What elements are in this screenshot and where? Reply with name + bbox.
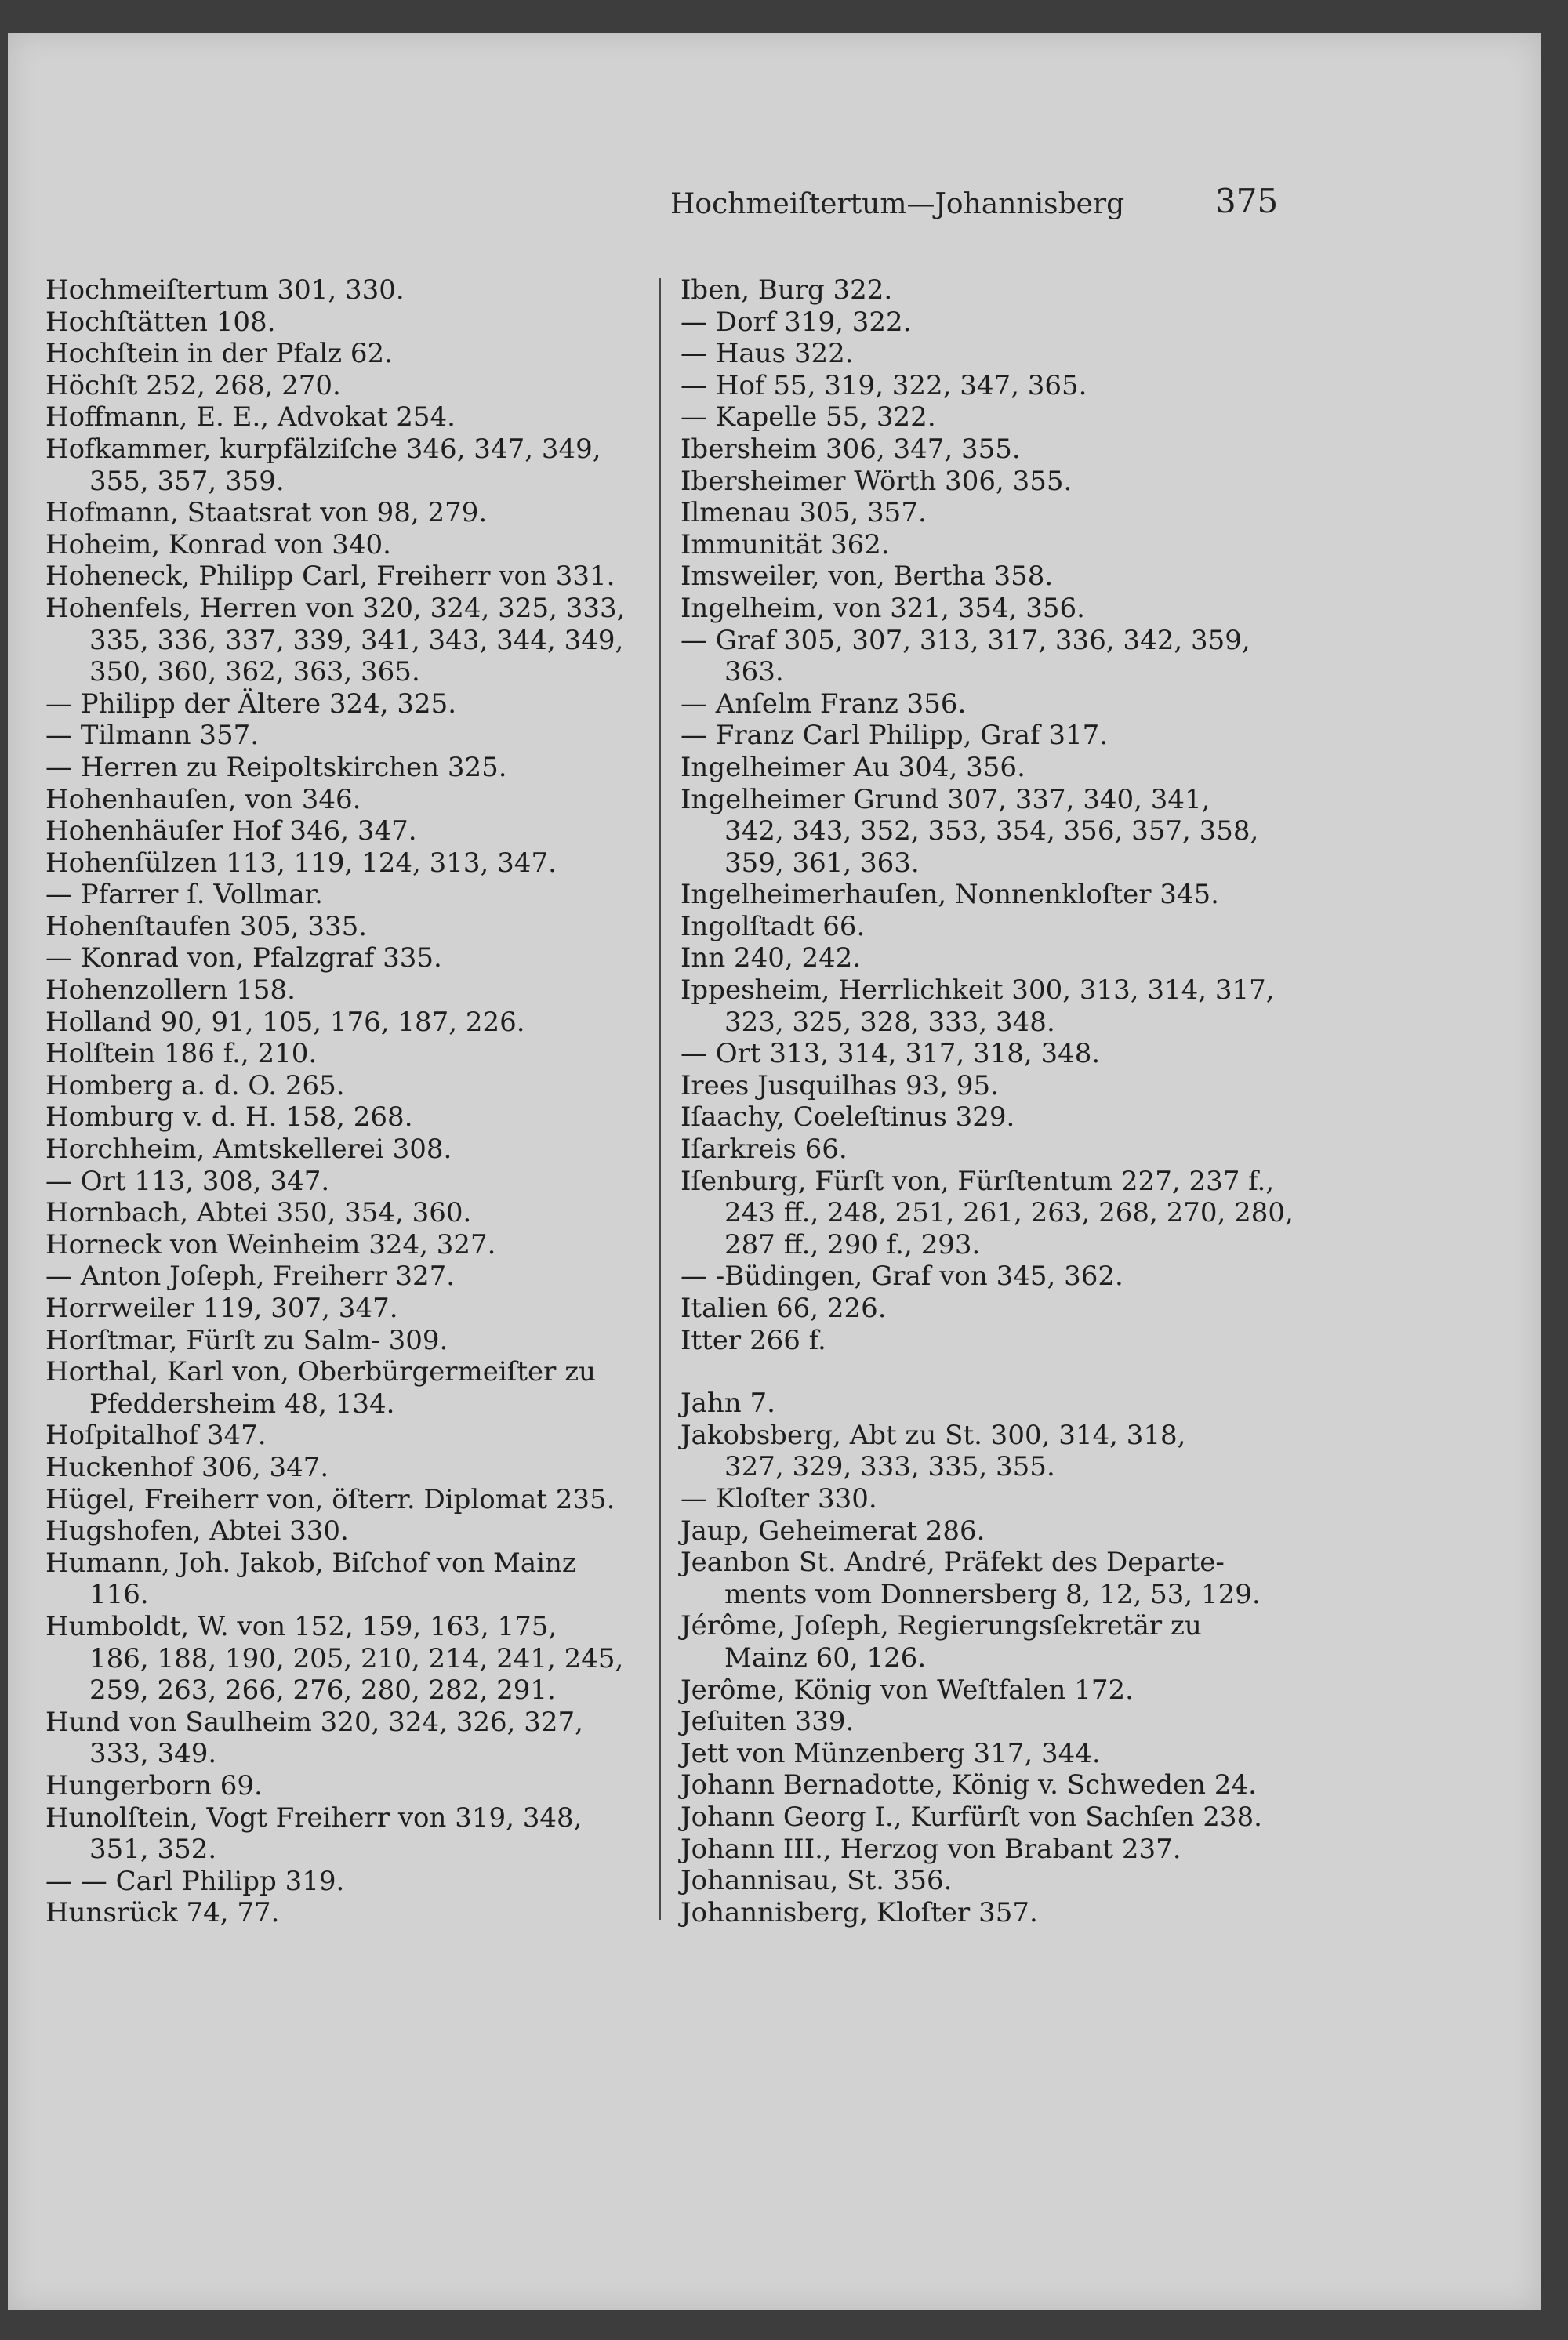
index-entry: Iſenburg, Fürſt von, Fürſtentum 227, 237 f., [681,1165,1275,1197]
index-entry: Jakobsberg, Abt zu St. 300, 314, 318, [681,1419,1186,1451]
index-entry: 342, 343, 352, 353, 354, 356, 357, 358, [724,815,1259,847]
index-entry: 116. [89,1579,149,1611]
index-entry: Humboldt, W. von 152, 159, 163, 175, [45,1610,557,1642]
index-entry: — Hof 55, 319, 322, 347, 365. [681,369,1087,401]
index-entry: 363. [724,656,784,688]
index-entry: — Ort 313, 314, 317, 318, 348. [681,1038,1101,1070]
index-entry: 335, 336, 337, 339, 341, 343, 344, 349, [89,624,624,656]
index-entry: Ingelheimer Grund 307, 337, 340, 341, [681,783,1210,815]
index-entry: Johann III., Herzog von Brabant 237. [681,1833,1181,1865]
index-entry: Hohenfels, Herren von 320, 324, 325, 333, [45,592,626,624]
index-entry: 243 ff., 248, 251, 261, 263, 268, 270, 280, [724,1197,1294,1229]
index-entry: — Franz Carl Philipp, Graf 317. [681,720,1109,752]
index-entry: Hohenhäuſer Hof 346, 347. [45,815,417,847]
index-entry: — — Carl Philipp 319. [45,1865,345,1897]
index-entry: Pfeddersheim 48, 134. [89,1388,395,1420]
index-column-left [45,274,649,1929]
index-entry: Iſaachy, Coeleſtinus 329. [681,1101,1015,1134]
index-entry: Jaup, Geheimerat 286. [681,1515,985,1547]
index-entry: Hoheneck, Philipp Carl, Freiherr von 331. [45,561,615,593]
index-entry: Jérôme, Joſeph, Regierungsſekretär zu [681,1610,1202,1642]
index-entry: 323, 325, 328, 333, 348. [724,1006,1055,1038]
index-entry: Hornbach, Abtei 350, 354, 360. [45,1197,472,1229]
index-entry: Jett von Münzenberg 317, 344. [681,1737,1101,1769]
index-entry: Johannisau, St. 356. [681,1865,953,1897]
index-entry: Iſarkreis 66. [681,1134,848,1166]
index-entry: 350, 360, 362, 363, 365. [89,656,420,688]
index-entry: Imsweiler, von, Bertha 358. [681,561,1054,593]
index-entry: Hochſtein in der Pfalz 62. [45,338,393,370]
index-entry: 351, 352. [89,1834,217,1866]
index-entry: — Kapelle 55, 322. [681,401,936,434]
index-entry: Hohenhauſen, von 346. [45,783,361,815]
index-entry: Homburg v. d. H. 158, 268. [45,1101,413,1134]
index-entry: Immunität 362. [681,528,890,561]
index-entry: Horchheim, Amtskellerei 308. [45,1134,452,1166]
index-entry: Hohenſtaufen 305, 335. [45,910,368,942]
index-entry: — Konrad von, Pfalzgraf 335. [45,942,442,974]
index-entry: Holland 90, 91, 105, 176, 187, 226. [45,1006,525,1038]
index-entry: — Graf 305, 307, 313, 317, 336, 342, 359, [681,624,1250,656]
index-entry: Ilmenau 305, 357. [681,497,927,529]
index-entry: Hohenzollern 158. [45,974,296,1007]
index-entry: Irees Jusquilhas 93, 95. [681,1069,999,1101]
index-entry: Horthal, Karl von, Oberbürgermeiſter zu [45,1356,597,1388]
index-entry: — Dorf 319, 322. [681,306,912,338]
index-entry: Jeſuiten 339. [681,1706,855,1738]
index-entry: 333, 349. [89,1738,217,1770]
index-entry: Iben, Burg 322. [681,274,893,306]
index-entry: Inn 240, 242. [681,942,862,974]
index-entry: Hoffmann, E. E., Advokat 254. [45,401,456,434]
page-number: 375 [1215,182,1279,220]
index-entry: 327, 329, 333, 335, 355. [724,1451,1055,1483]
index-entry: Hungerborn 69. [45,1769,263,1801]
index-entry: Horrweiler 119, 307, 347. [45,1293,398,1324]
index-entry: Jeanbon St. André, Präfekt des Departe- [681,1547,1225,1579]
header-title: Hochmeiſtertum—Johannisberg [670,188,1125,220]
index-entry: Humann, Joh. Jakob, Biſchof von Mainz [45,1547,576,1579]
index-entry: Hoheim, Konrad von 340. [45,528,391,561]
index-entry: — Philipp der Ältere 324, 325. [45,687,457,720]
index-entry: Huckenhof 306, 347. [45,1451,329,1483]
index-entry: 359, 361, 363. [724,847,920,879]
index-entry: Johannisberg, Kloſter 357. [681,1896,1038,1928]
index-entry: Horneck von Weinheim 324, 327. [45,1228,496,1261]
index-entry: 355, 357, 359. [89,465,285,497]
index-entry: Höchſt 252, 268, 270. [45,369,341,401]
index-entry: Holſtein 186 f., 210. [45,1038,318,1070]
index-entry: Homberg a. d. O. 265. [45,1069,345,1101]
index-entry: — Ort 113, 308, 347. [45,1165,330,1197]
index-entry: Johann Georg I., Kurfürſt von Sachſen 238. [681,1801,1262,1833]
index-entry: Hochmeiſtertum 301, 330. [45,274,405,306]
index-entry: — Herren zu Reipoltskirchen 325. [45,751,507,783]
index-entry: Hunolſtein, Vogt Freiherr von 319, 348, [45,1801,583,1834]
index-entry: Ibersheimer Wörth 306, 355. [681,465,1073,497]
index-entry: Johann Bernadotte, König v. Schweden 24. [681,1769,1257,1801]
index-entry: ments vom Donnersberg 8, 12, 53, 129. [724,1578,1261,1610]
index-entry: — -Büdingen, Graf von 345, 362. [681,1261,1123,1293]
index-column-right [681,274,1292,1928]
index-entry: 186, 188, 190, 205, 210, 214, 241, 245, [89,1642,624,1674]
index-entry: Hochſtätten 108. [45,306,276,338]
index-entry: Mainz 60, 126. [724,1642,927,1674]
running-header [8,182,1541,235]
index-entry: Hofkammer, kurpfälziſche 346, 347, 349, [45,433,601,465]
index-entry: 287 ff., 290 f., 293. [724,1228,981,1261]
index-entry: Italien 66, 226. [681,1293,887,1324]
index-entry: Ingelheimer Au 304, 356. [681,751,1025,783]
index-entry: Jahn 7. [681,1388,775,1420]
index-entry: Hoſpitalhof 347. [45,1420,267,1452]
index-entry: Horſtmar, Fürſt zu Salm- 309. [45,1324,448,1356]
index-entry: Ingelheim, von 321, 354, 356. [681,592,1085,624]
index-entry: Ingelheimerhauſen, Nonnenkloſter 345. [681,879,1219,911]
index-entry: Hofmann, Staatsrat von 98, 279. [45,497,488,529]
index-entry: Jerôme, König von Weſtfalen 172. [681,1674,1134,1706]
index-entry: Hugshofen, Abtei 330. [45,1515,349,1547]
index-entry: Ingolſtadt 66. [681,910,866,942]
column-divider [659,278,661,1920]
index-entry: — Anſelm Franz 356. [681,687,967,720]
index-entry: — Kloſter 330. [681,1482,877,1515]
index-entry: — Tilmann 357. [45,720,260,752]
index-entry: — Anton Joſeph, Freiherr 327. [45,1261,456,1293]
index-entry: Hunsrück 74, 77. [45,1897,280,1929]
index-entry: Itter 266 f. [681,1324,826,1356]
index-entry: Hohenſülzen 113, 119, 124, 313, 347. [45,847,557,879]
book-page [8,33,1541,2310]
index-entry: — Pfarrer ſ. Vollmar. [45,879,323,911]
index-entry: Ippesheim, Herrlichkeit 300, 313, 314, 317, [681,974,1275,1007]
index-entry: Ibersheim 306, 347, 355. [681,433,1021,465]
index-entry: Hund von Saulheim 320, 324, 326, 327, [45,1706,583,1738]
index-entry: Hügel, Freiherr von, öſterr. Diplomat 235. [45,1483,615,1515]
index-entry: — Haus 322. [681,338,854,370]
index-entry: 259, 263, 266, 276, 280, 282, 291. [89,1674,556,1707]
